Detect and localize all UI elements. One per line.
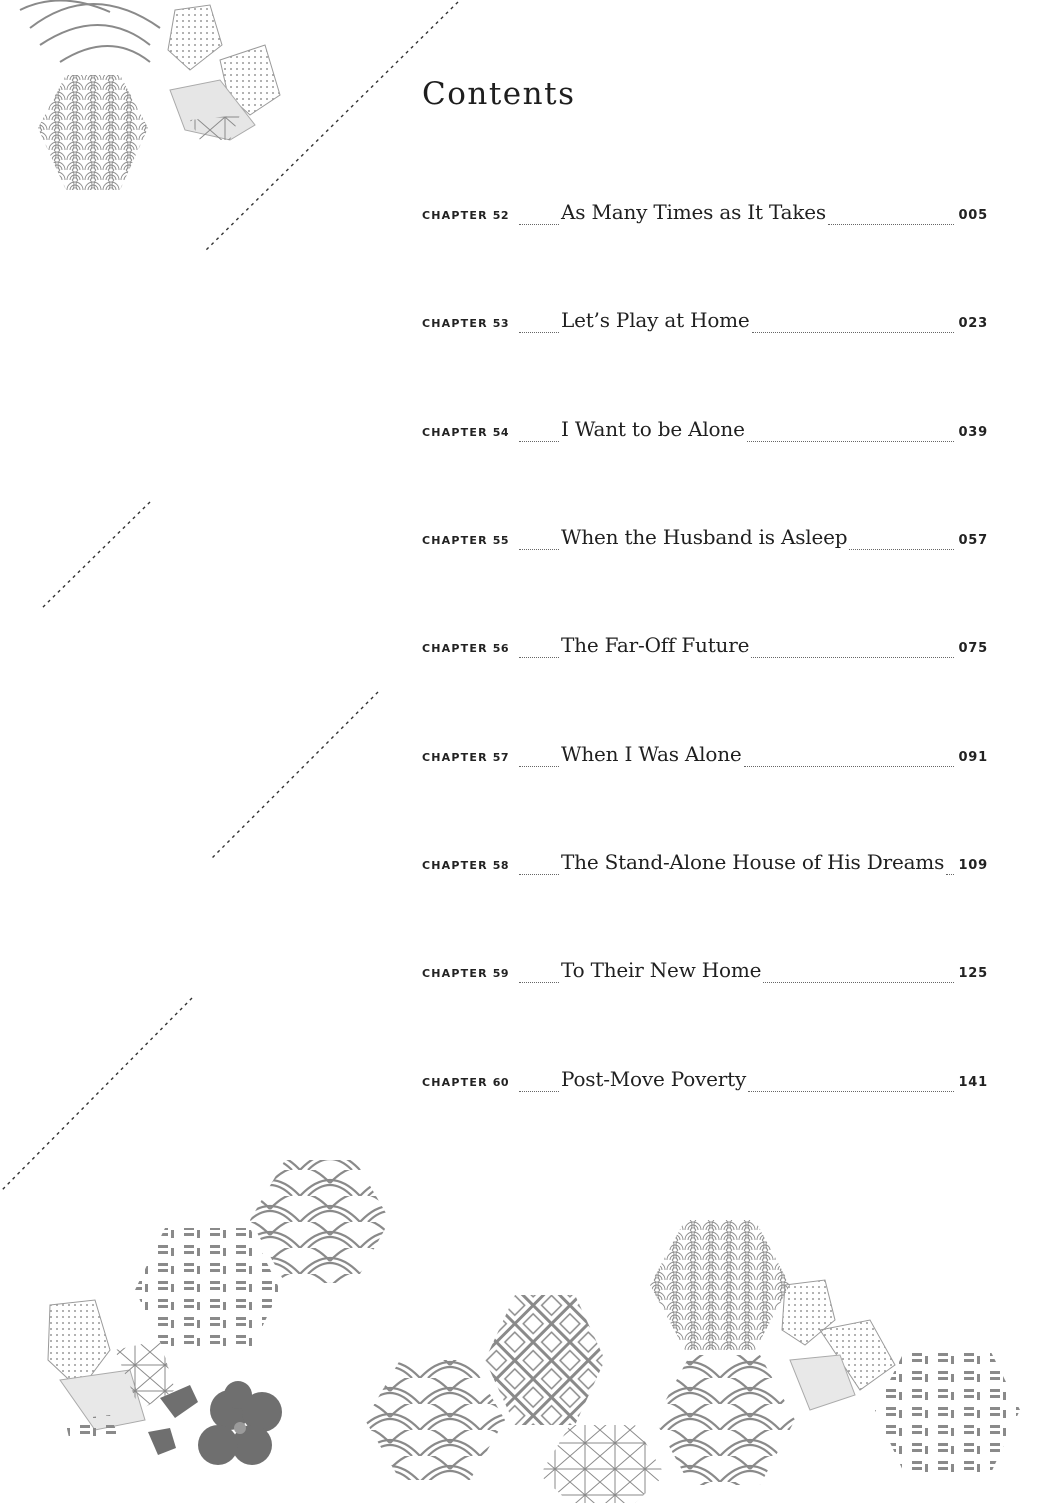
toc-entry[interactable] xyxy=(422,742,988,776)
chapter-label xyxy=(422,1076,519,1089)
asanoha-pattern xyxy=(540,1425,665,1503)
chapter-label xyxy=(422,751,519,764)
lattice-pattern xyxy=(485,1295,605,1425)
chapter-word: CHAPTER xyxy=(422,751,488,764)
dot-leader xyxy=(763,981,954,983)
dot-leader xyxy=(849,548,954,550)
chapter-word: CHAPTER xyxy=(422,967,488,980)
chapter-number: 59 xyxy=(492,967,510,980)
page-number: 125 xyxy=(958,966,988,981)
chapter-title[interactable]: Post-Move Poverty xyxy=(561,1067,747,1091)
dot-leader xyxy=(519,331,559,333)
chapter-number: 56 xyxy=(492,642,510,655)
chapter-label xyxy=(422,642,519,655)
chapter-label xyxy=(422,967,519,980)
dot-leader xyxy=(519,981,559,983)
dot-leader xyxy=(751,656,954,658)
seigaiha-wave-pattern xyxy=(250,1160,390,1283)
dot-leader xyxy=(946,873,954,875)
dot-leader xyxy=(828,223,955,225)
chapter-number: 55 xyxy=(492,534,510,547)
page-number: 141 xyxy=(958,1075,988,1090)
toc-entry[interactable] xyxy=(422,308,988,342)
chapter-word: CHAPTER xyxy=(422,209,488,222)
chapter-label xyxy=(422,534,519,547)
toc-entry[interactable] xyxy=(422,958,988,992)
chapter-word: CHAPTER xyxy=(422,426,488,439)
chapter-label xyxy=(422,209,519,222)
dot-leader xyxy=(519,1090,559,1092)
chapter-number: 52 xyxy=(492,209,510,222)
chapter-number: 57 xyxy=(492,751,510,764)
seigaiha-wave-pattern xyxy=(20,0,160,190)
dot-leader xyxy=(744,765,955,767)
chapter-label xyxy=(422,859,519,872)
page-number: 039 xyxy=(958,425,988,440)
page-number: 109 xyxy=(958,858,988,873)
toc-entry[interactable] xyxy=(422,200,988,234)
chapter-title[interactable]: Let’s Play at Home xyxy=(561,308,750,332)
chapter-title[interactable]: I Want to be Alone xyxy=(561,417,745,441)
chapter-word: CHAPTER xyxy=(422,534,488,547)
origami-shapes xyxy=(168,5,280,140)
page-number: 005 xyxy=(958,208,988,223)
dash-pattern xyxy=(135,1228,280,1352)
chapter-label xyxy=(422,317,519,330)
seigaiha-wave-pattern xyxy=(365,1360,505,1480)
seigaiha-wave-pattern xyxy=(650,1220,795,1485)
page-number: 023 xyxy=(958,316,988,331)
page-number: 075 xyxy=(958,641,988,656)
toc-entry[interactable] xyxy=(422,525,988,559)
chapter-title[interactable]: When I Was Alone xyxy=(561,742,742,766)
toc-entry[interactable] xyxy=(422,1067,988,1101)
origami-shapes xyxy=(782,1280,895,1410)
chapter-number: 54 xyxy=(492,426,510,439)
dot-leader xyxy=(519,656,559,658)
chapter-word: CHAPTER xyxy=(422,1076,488,1089)
toc-entry[interactable] xyxy=(422,633,988,667)
chapter-title[interactable]: When the Husband is Asleep xyxy=(561,525,848,549)
toc-entry[interactable] xyxy=(422,850,988,884)
dot-leader xyxy=(748,1090,954,1092)
chapter-title[interactable]: As Many Times as It Takes xyxy=(561,200,826,224)
chapter-number: 53 xyxy=(492,317,510,330)
chapter-word: CHAPTER xyxy=(422,859,488,872)
chapter-word: CHAPTER xyxy=(422,642,488,655)
dot-leader xyxy=(519,223,559,225)
page-number: 057 xyxy=(958,533,988,548)
page-title: Contents xyxy=(422,76,576,112)
page-number: 091 xyxy=(958,750,988,765)
chapter-label xyxy=(422,426,519,439)
chapter-word: CHAPTER xyxy=(422,317,488,330)
dot-leader xyxy=(519,440,559,442)
dot-leader xyxy=(519,548,559,550)
toc-entry[interactable] xyxy=(422,417,988,451)
chapter-title[interactable]: The Far-Off Future xyxy=(561,633,750,657)
chapter-title[interactable]: The Stand-Alone House of His Dreams xyxy=(561,850,945,874)
dot-leader xyxy=(747,440,955,442)
chapter-number: 58 xyxy=(492,859,510,872)
dot-leader xyxy=(519,765,559,767)
chapter-title[interactable]: To Their New Home xyxy=(561,958,762,982)
dot-leader xyxy=(519,873,559,875)
dash-pattern xyxy=(875,1350,1020,1475)
chapter-number: 60 xyxy=(492,1076,510,1089)
dot-leader xyxy=(752,331,955,333)
